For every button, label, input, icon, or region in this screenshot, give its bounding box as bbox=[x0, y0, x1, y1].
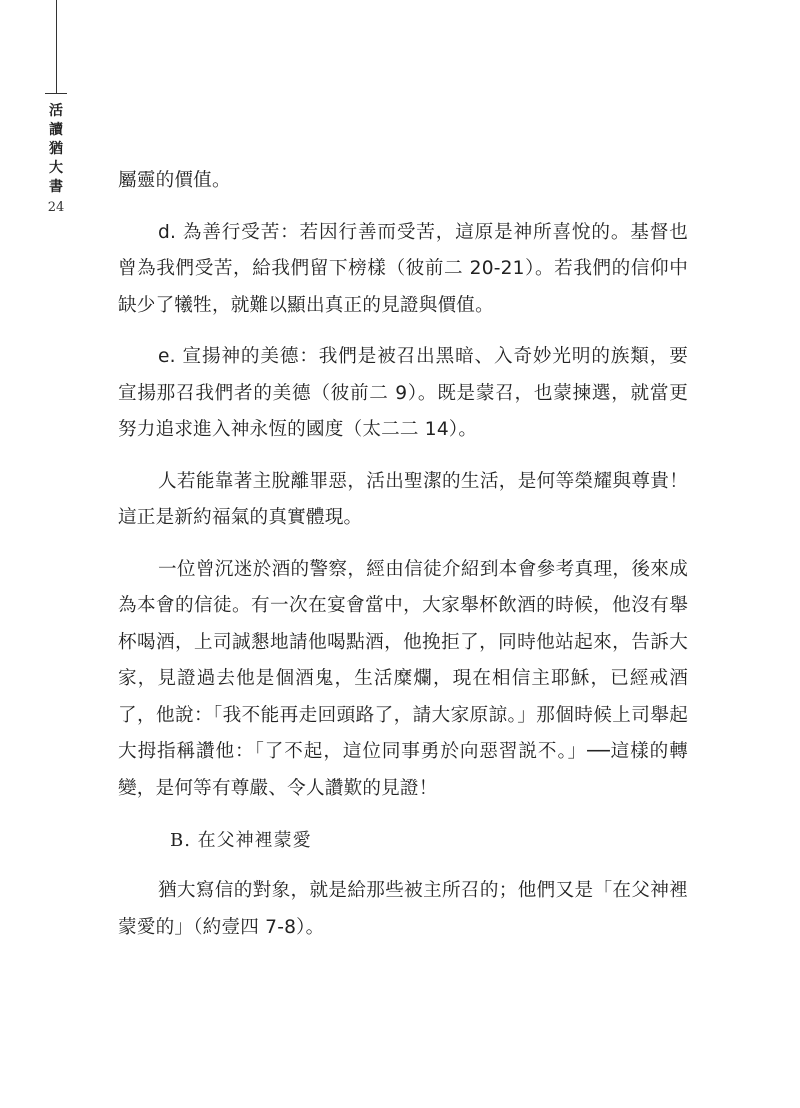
paragraph-continued: 屬靈的價值。 bbox=[118, 170, 231, 191]
margin-tick bbox=[45, 93, 67, 94]
section-heading-b: B. 在父神裡蒙愛 bbox=[170, 830, 312, 851]
page-number: 24 bbox=[47, 200, 65, 215]
paragraph-section-b: 猶大寫信的對象，就是給那些被主所召的；他們又是「在父神裡蒙愛的」（約壹四 7-8）。 bbox=[118, 880, 688, 938]
paragraph-summary: 人若能靠著主脫離罪惡，活出聖潔的生活，是何等榮耀與尊貴！這正是新約福氣的真實體現。 bbox=[118, 470, 688, 528]
margin-rule bbox=[56, 0, 57, 94]
running-book-title: 活讀猶大書 bbox=[49, 103, 63, 195]
paragraph-point-d: d. 為善行受苦：若因行善而受苦，這原是神所喜悅的。基督也曾為我們受苦，給我們留下榜樣（彼前二 20-21）。若我們的信仰中缺少了犧牲，就難以顯出真正的見證與價值。 bbox=[118, 221, 688, 316]
paragraph-testimony: 一位曾沉迷於酒的警察，經由信徒介紹到本會參考真理，後來成為本會的信徒。有一次在宴會當中，大家舉杯飲酒的時候，他沒有舉杯喝酒，上司誠懇地請他喝點酒，他挽拒了，同時他站起來，告訴大家，見證過去他是個酒鬼，生活糜爛，現在相信主耶穌，已經戒酒了，他說：「我不能再走回頭路了，請大家原諒。」那個時候上司舉起大拇指稱讚他：「了不起，這位同事勇於向惡習説不。」──這樣的轉變，是何等有尊嚴、令人讚歎的見證！ bbox=[118, 558, 688, 799]
page-body bbox=[118, 163, 688, 946]
paragraph-point-e: e. 宣揚神的美德：我們是被召出黑暗、入奇妙光明的族類，要宣揚那召我們者的美德（彼前二 9）。既是蒙召，也蒙揀選，就當更努力追求進入神永恆的國度（太二二 14）。 bbox=[118, 346, 688, 440]
